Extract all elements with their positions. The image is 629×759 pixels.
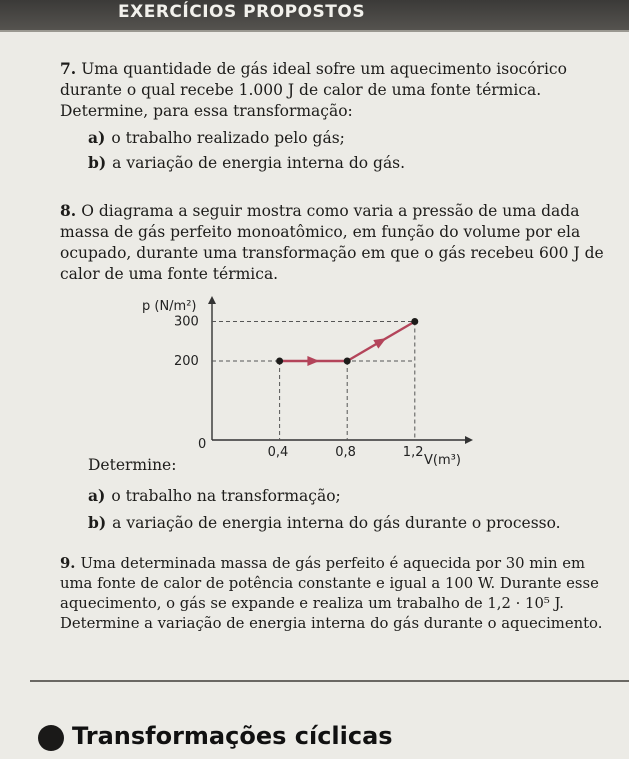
state-point: [276, 358, 283, 365]
y-axis-arrow-icon: [208, 296, 216, 304]
origin-label: 0: [198, 437, 207, 452]
question-8-item-a: [88, 485, 608, 507]
direction-arrow-icon: [307, 356, 319, 366]
item-label: b): [88, 513, 107, 532]
x-tick-label: 0,4: [267, 445, 289, 460]
question-7-item-a: [88, 127, 608, 149]
question-7-item-b: [88, 152, 608, 174]
question-number: 9.: [60, 555, 76, 572]
item-text: a variação de energia interna do gás.: [112, 154, 406, 172]
section-title: Transformações cíclicas: [72, 722, 393, 750]
item-text: o trabalho realizado pelo gás;: [111, 129, 345, 147]
section-divider: [30, 680, 629, 682]
x-axis-label: V(m³): [424, 453, 461, 468]
question-9: [60, 554, 605, 634]
section-bullet-icon: [38, 725, 64, 751]
question-number: 7.: [60, 59, 77, 78]
question-7: [60, 58, 605, 122]
y-tick-label: 300: [174, 314, 199, 330]
series-points: [276, 318, 418, 365]
item-label: a): [88, 486, 106, 505]
x-axis-arrow-icon: [465, 436, 473, 444]
item-text: a variação de energia interna do gás durante o processo.: [112, 514, 561, 532]
direction-arrow-icon: [373, 334, 388, 349]
question-text: O diagrama a seguir mostra como varia a pressão de uma dada massa de gás perfeito monoatômico, em função do volume por ela ocupado, durante uma transformação em que o gás recebeu 600 J de calor de uma fonte térmica.: [60, 202, 604, 283]
state-point: [411, 318, 418, 325]
item-label: a): [88, 128, 106, 147]
question-8: [60, 200, 605, 285]
pv-diagram: [140, 290, 480, 470]
state-point: [344, 358, 351, 365]
question-text: Uma determinada massa de gás perfeito é aquecida por 30 min em uma fonte de calor de potência constante e igual a 100 W. Durante esse aquecimento, o gás se expande e realiza um trabalho de 1,2 · 10⁵ J. Determine a variação de energia interna do gás durante o aquecimento.: [60, 555, 603, 632]
y-tick-label: 200: [174, 354, 199, 369]
question-number: 8.: [60, 201, 77, 220]
question-text: Uma quantidade de gás ideal sofre um aquecimento isocórico durante o qual recebe 1.000 J de calor de uma fonte térmica. Determine, para essa transformação:: [60, 60, 567, 120]
x-tick-label: 0,8: [335, 445, 356, 460]
item-label: b): [88, 153, 107, 172]
item-text: o trabalho na transformação;: [111, 487, 341, 505]
y-axis-label: p (N/m²): [142, 299, 197, 314]
question-8-item-b: [88, 512, 608, 534]
page-title: EXERCÍCIOS PROPOSTOS: [118, 2, 366, 22]
header-banner: [0, 0, 629, 32]
x-tick-label: 1,2: [402, 445, 424, 460]
determine-label: Determine:: [88, 456, 177, 474]
